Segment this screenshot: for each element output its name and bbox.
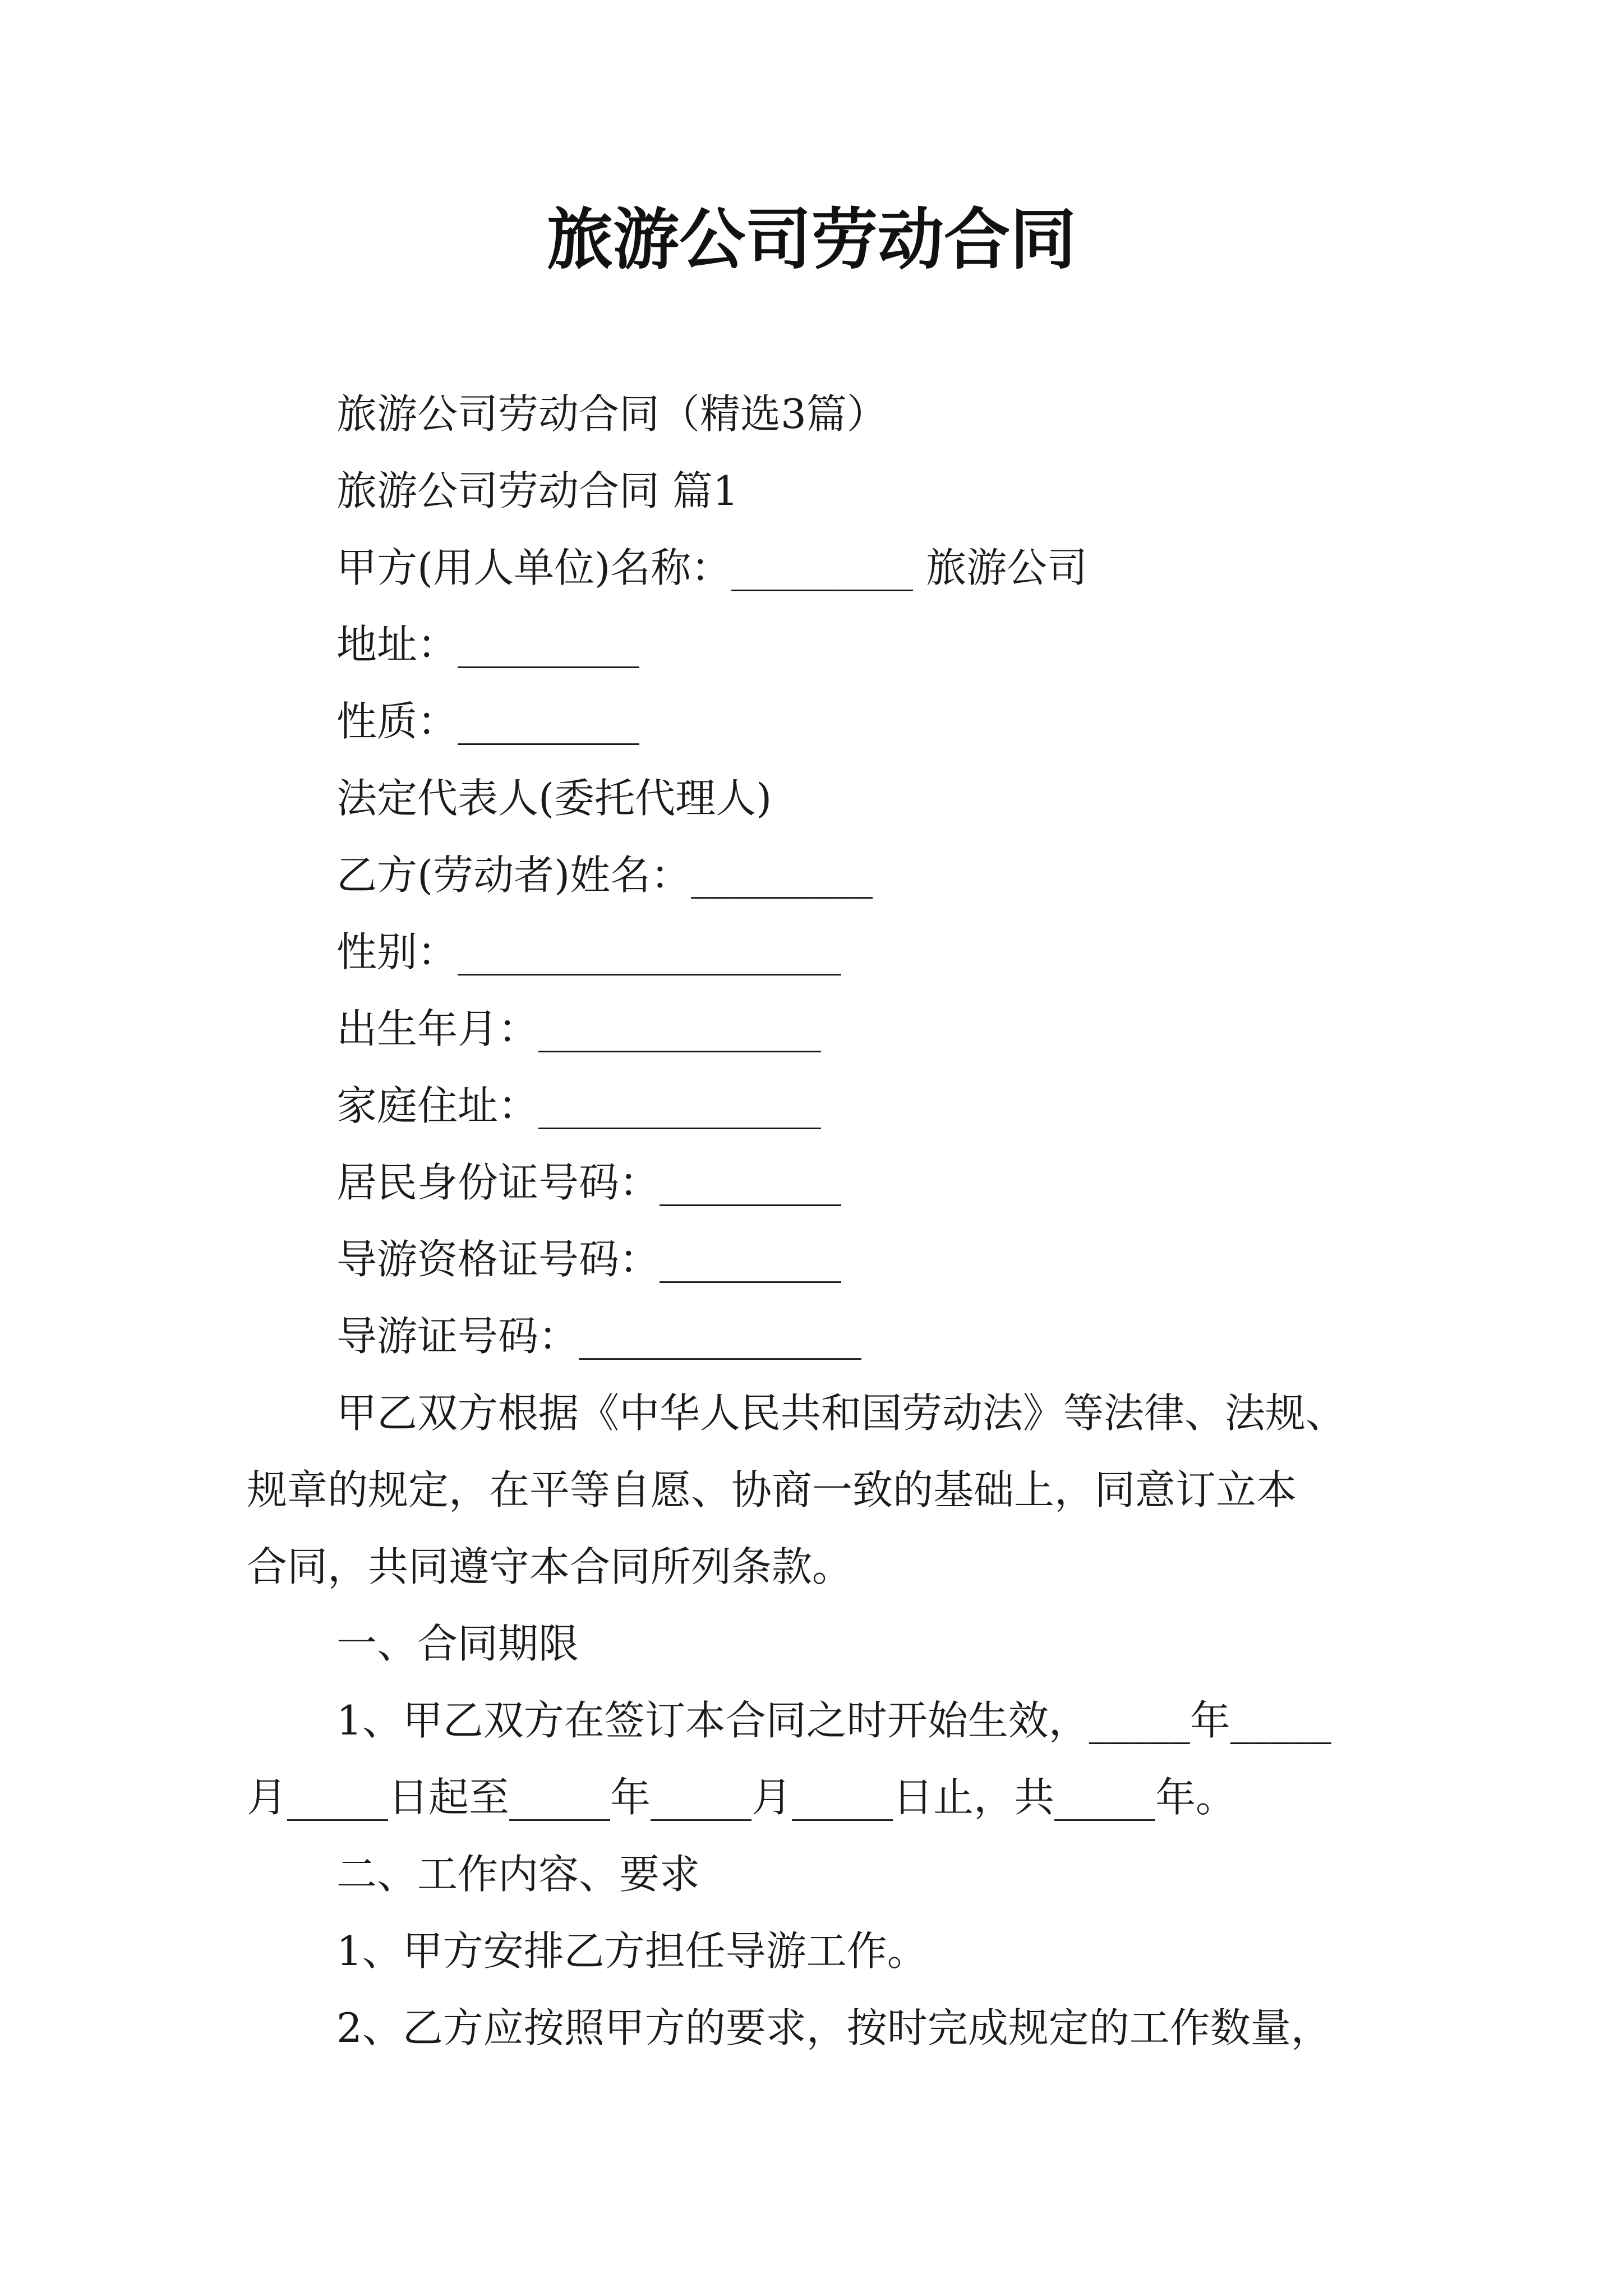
field-guide-license-number: 导游证号码：______________ bbox=[336, 1313, 862, 1360]
field-legal-representative: 法定代表人(委托代理人) bbox=[336, 775, 772, 822]
clause-line: 1、甲方安排乙方担任导游工作。 bbox=[336, 1927, 928, 1975]
field-address: 地址：_________ bbox=[336, 621, 640, 668]
field-employer-name: 甲方(用人单位)名称：_________ 旅游公司 bbox=[336, 544, 1088, 591]
paragraph-line: 甲乙双方根据《中华人民共和国劳动法》等法律、法规、 bbox=[336, 1389, 1347, 1437]
clause-line: 2、乙方应按照甲方的要求，按时完成规定的工作数量， bbox=[336, 2004, 1331, 2051]
paragraph-line: 合同，共同遵守本合同所列条款。 bbox=[247, 1543, 853, 1590]
field-nature: 性质：_________ bbox=[336, 698, 640, 745]
field-guide-qualification-number: 导游资格证号码：_________ bbox=[336, 1236, 842, 1283]
clause-line: 月_____日起至_____年_____月_____日止，共_____年。 bbox=[247, 1774, 1237, 1821]
paragraph-line: 规章的规定，在平等自愿、协商一致的基础上，同意订立本 bbox=[247, 1466, 1297, 1513]
field-gender: 性别：___________________ bbox=[336, 928, 842, 976]
field-birth-date: 出生年月：______________ bbox=[336, 1005, 822, 1052]
section-heading-contract-term: 一、合同期限 bbox=[336, 1620, 579, 1667]
field-home-address: 家庭住址：______________ bbox=[336, 1082, 822, 1129]
section-heading-work-content: 二、工作内容、要求 bbox=[336, 1851, 700, 1898]
field-id-number: 居民身份证号码：_________ bbox=[336, 1159, 842, 1206]
section-heading-1: 旅游公司劳动合同 篇1 bbox=[336, 467, 739, 514]
subtitle-line: 旅游公司劳动合同（精选3篇） bbox=[336, 390, 887, 438]
clause-line: 1、甲乙双方在签订本合同之时开始生效，_____年_____ bbox=[336, 1697, 1331, 1744]
document-title: 旅游公司劳动合同 bbox=[546, 200, 1076, 278]
field-employee-name: 乙方(劳动者)姓名：_________ bbox=[336, 852, 873, 899]
